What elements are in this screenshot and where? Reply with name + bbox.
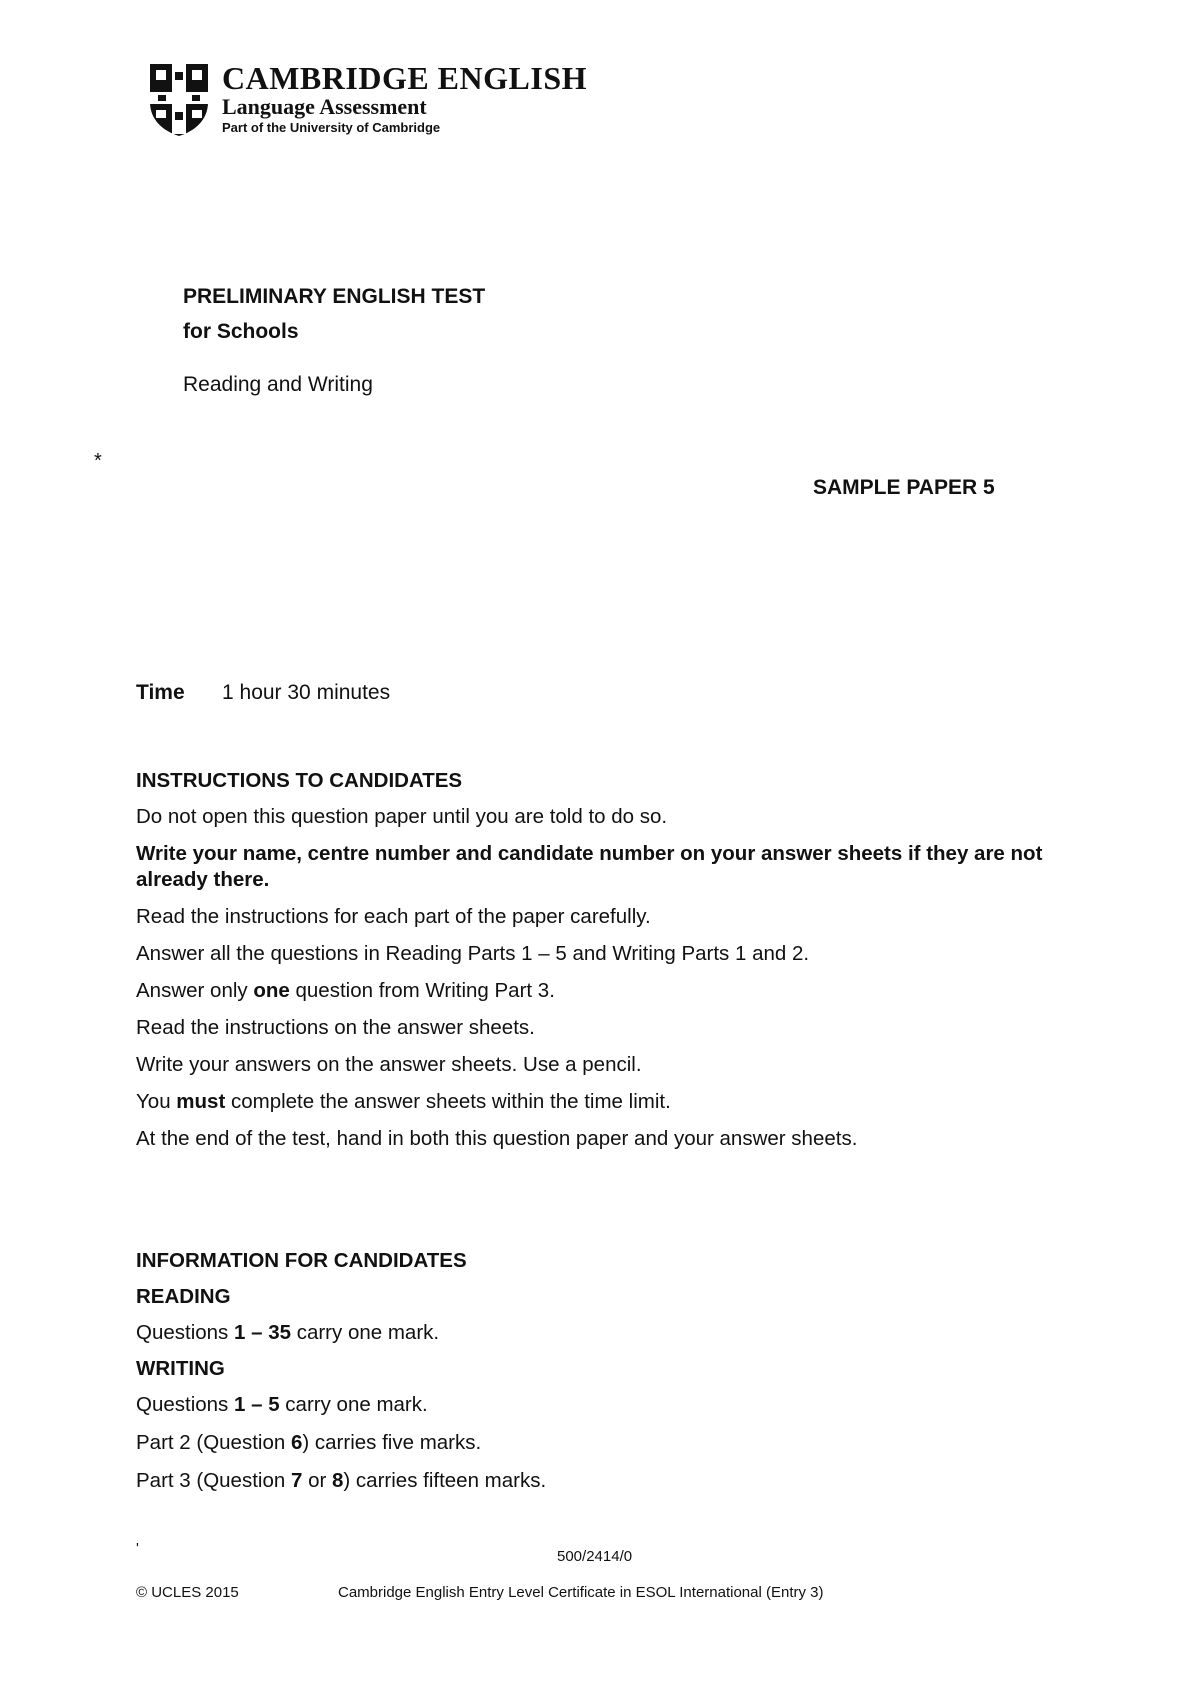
certificate-name: Cambridge English Entry Level Certificate in ESOL International (Entry 3): [338, 1584, 824, 1601]
test-audience: for Schools: [183, 320, 299, 343]
cambridge-english-logo: [148, 60, 618, 140]
paper-code: 500/2414/0: [557, 1548, 633, 1565]
writing-marks-line: Part 2 (Question 6) carries five marks.: [136, 1431, 482, 1454]
writing-marks-line: Part 3 (Question 7 or 8) carries fifteen marks.: [136, 1469, 547, 1492]
information-section: [136, 1248, 1086, 1494]
paper-marker: *: [94, 450, 102, 472]
instruction-line: At the end of the test, hand in both this question paper and your answer sheets.: [136, 1127, 858, 1150]
logo-tagline: Part of the University of Cambridge: [222, 120, 441, 135]
sample-paper-label: SAMPLE PAPER 5: [813, 476, 995, 499]
logo-brand-name: CAMBRIDGE ENGLISH: [222, 60, 587, 96]
instruction-line: Read the instructions on the answer sheets.: [136, 1016, 535, 1039]
writing-marks-line: Questions 1 – 5 carry one mark.: [136, 1393, 428, 1416]
instructions-section: [136, 768, 1086, 1152]
writing-heading: WRITING: [136, 1357, 225, 1380]
instruction-line: Write your answers on the answer sheets. Use a pencil.: [136, 1053, 642, 1076]
logo-subtitle: Language Assessment: [222, 94, 427, 119]
instruction-line: Read the instructions for each part of the paper carefully.: [136, 905, 651, 928]
instruction-line: Write your name, centre number and candidate number on your answer sheets if they are not already there.: [136, 842, 1043, 891]
reading-marks-line: Questions 1 – 35 carry one mark.: [136, 1321, 440, 1344]
time-label: Time: [136, 681, 185, 704]
cambridge-shield-icon: [148, 62, 210, 138]
paper-subject: Reading and Writing: [183, 373, 373, 396]
instructions-heading: INSTRUCTIONS TO CANDIDATES: [136, 769, 463, 792]
instruction-line: Answer only one question from Writing Part 3.: [136, 979, 555, 1002]
time-allowed: [136, 681, 390, 705]
reading-heading: READING: [136, 1285, 231, 1308]
footer-tick: ': [136, 1540, 139, 1557]
time-value: 1 hour 30 minutes: [222, 681, 391, 704]
instruction-line: Do not open this question paper until you are told to do so.: [136, 805, 668, 828]
test-name: PRELIMINARY ENGLISH TEST: [183, 285, 486, 308]
instruction-line: Answer all the questions in Reading Parts 1 – 5 and Writing Parts 1 and 2.: [136, 942, 810, 965]
information-heading: INFORMATION FOR CANDIDATES: [136, 1249, 467, 1272]
instruction-line: You must complete the answer sheets within the time limit.: [136, 1090, 671, 1113]
copyright-notice: © UCLES 2015: [136, 1584, 239, 1601]
